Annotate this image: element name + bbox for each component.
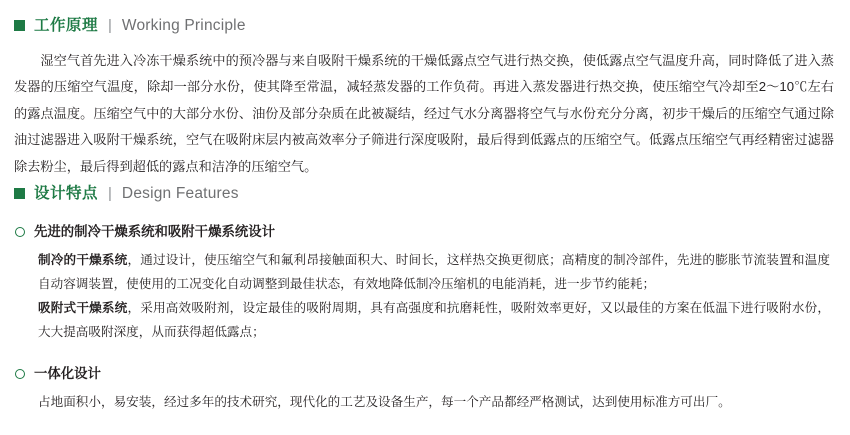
working-principle-section <box>14 18 836 180</box>
feature-paragraph-lead: 吸附式干燥系统 <box>38 300 128 315</box>
feature-list <box>14 224 836 414</box>
list-item <box>14 224 836 344</box>
feature-title-row <box>14 224 836 240</box>
feature-body <box>38 390 830 414</box>
feature-paragraph-lead: 制冷的干燥系统 <box>38 252 128 267</box>
feature-paragraph <box>38 390 830 414</box>
square-marker-icon <box>14 20 25 31</box>
section-title-en: Design Features <box>121 185 239 202</box>
working-principle-body: 湿空气首先进入冷冻干燥系统中的预冷器与来自吸附干燥系统的干燥低露点空气进行热交换，使低露点空气温度升高，同时降低了进入蒸发器的压缩空气温度，除却一部分水份，使其降至常温，减轻蒸发器的工作负荷。再进入蒸发器进行热交换，使压缩空气冷却至2～10℃左右的露点温度。压缩空气中的大部分水份、油份及部分杂质在此被凝结，经过气水分离器将空气与水份充分分离，初步干燥后的压缩空气通过除油过滤器进入吸附干燥系统，空气在吸附床层内被高效率分子筛进行深度吸附，最后得到低露点的压缩空气。低露点压缩空气再经精密过滤器除去粉尘，最后得到超低的露点和洁净的压缩空气。 <box>14 52 834 174</box>
section-title-cn: 设计特点 <box>34 185 99 202</box>
feature-paragraph-text: ，通过设计，使压缩空气和氟利昂接触面积大、时间长，这样热交换更彻底；高精度的制冷部件，先进的膨胀节流装置和温度自动容调装置，使使用的工况变化自动调整到最佳状态，有效地降低制冷压缩机的电能消耗，进一步节约能耗； <box>38 252 831 291</box>
feature-title: 一体化设计 <box>34 365 101 381</box>
design-features-heading <box>14 186 836 202</box>
section-title-en: Working Principle <box>121 17 246 34</box>
section-title-cn: 工作原理 <box>34 17 99 34</box>
feature-paragraph <box>38 296 830 344</box>
square-marker-icon <box>14 188 25 199</box>
list-item <box>14 366 836 414</box>
feature-body <box>38 248 830 344</box>
feature-paragraph <box>38 248 830 296</box>
design-features-section <box>14 186 836 414</box>
ring-bullet-icon <box>15 369 25 379</box>
feature-paragraph-text: ，采用高效吸附剂，设定最佳的吸附周期，具有高强度和抗磨耗性，吸附效率更好，又以最佳的方案在低温下进行吸附水份，大大提高吸附深度，从而获得超低露点； <box>38 300 831 339</box>
title-separator: | <box>108 17 112 35</box>
title-separator: | <box>108 185 112 203</box>
ring-bullet-icon <box>15 227 25 237</box>
working-principle-heading <box>14 18 836 34</box>
feature-title-row <box>14 366 836 382</box>
feature-title: 先进的制冷干燥系统和吸附干燥系统设计 <box>34 223 276 239</box>
feature-paragraph-text: 占地面积小，易安装，经过多年的技术研究，现代化的工艺及设备生产，每一个产品都经严格测试，达到使用标准方可出厂。 <box>38 394 731 409</box>
